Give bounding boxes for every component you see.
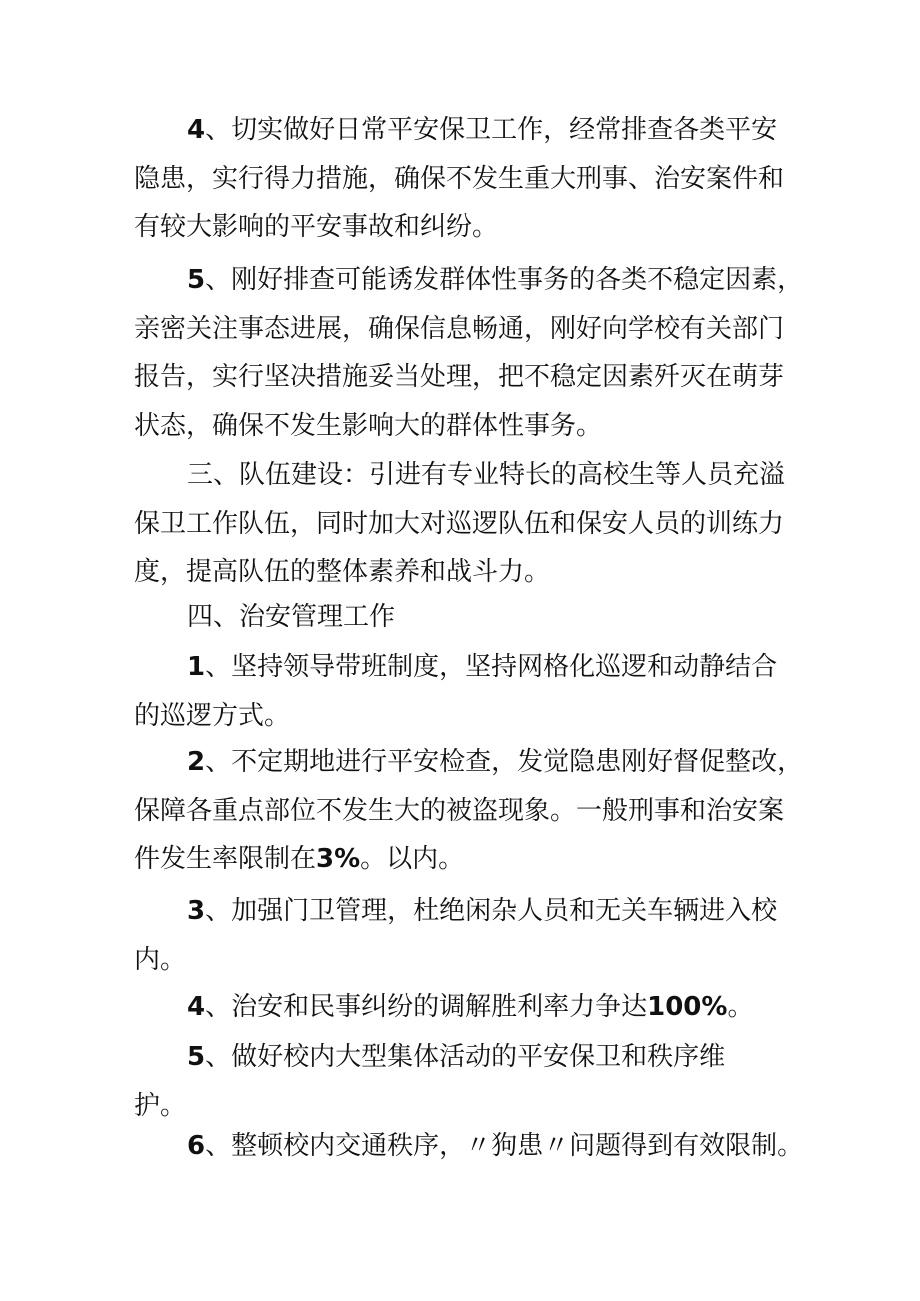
line-text: 有较大影响的平安事故和纠纷。 (134, 212, 499, 242)
line-text: 、坚持领导带班制度，坚持网格化巡逻和动静结合 (205, 652, 778, 682)
text-line (134, 402, 794, 451)
text-line (134, 692, 794, 741)
line-text: 、加强门卫管理，杜绝闲杂人员和无关车辆进入校 (205, 896, 778, 926)
text-line (134, 305, 794, 354)
paragraph-item5-unrest (134, 256, 804, 450)
line-text: 内。 (134, 944, 187, 975)
paragraph-s4-item5 (134, 1033, 794, 1130)
text-line (134, 548, 794, 597)
text-line (134, 593, 794, 642)
line-text: 度，提高队伍的整体素养和战斗力。 (134, 557, 551, 587)
line-text: 、做好校内大型集体活动的平安保卫和秩序维 (205, 1042, 726, 1072)
item-number: 5 (187, 1042, 206, 1072)
text-line (134, 983, 794, 1032)
percentage-value: 3% (316, 844, 361, 874)
line-text-tail: 。 (727, 992, 754, 1022)
text-line (134, 936, 794, 985)
text-line (134, 643, 794, 692)
line-text: 、切实做好日常平安保卫工作，经常排查各类平安 (205, 115, 778, 145)
text-line (134, 500, 794, 549)
text-line (134, 106, 794, 155)
text-line (134, 203, 794, 252)
line-text: 状态，确保不发生影响大的群体性事务。 (134, 410, 603, 441)
line-text: 隐患，实行得力措施，确保不发生重大刑事、治安案件和 (134, 163, 785, 194)
text-line (134, 155, 794, 204)
line-text: 护。 (134, 1090, 187, 1121)
item-number: 5 (187, 265, 206, 295)
item-number: 4 (187, 992, 206, 1022)
paragraph-s4-item6 (134, 1122, 804, 1171)
percentage-value: 100% (647, 992, 728, 1022)
text-line (134, 1033, 794, 1082)
line-text: 的巡逻方式。 (134, 700, 291, 731)
line-text: 亲密关注事态进展，确保信息畅通，刚好向学校有关部门 (134, 313, 785, 344)
text-line (134, 787, 794, 836)
line-text: 三、队伍建设：引进有专业特长的高校生等人员充溢 (187, 460, 786, 490)
text-line (134, 738, 804, 787)
paragraph-s4-item4 (134, 983, 794, 1032)
text-line (134, 1122, 804, 1171)
line-text: 四、治安管理工作 (187, 602, 396, 632)
paragraph-item4-safety (134, 106, 794, 252)
line-text: 报告，实行坚决措施妥当处理，把不稳定因素歼灭在萌芽 (134, 362, 785, 392)
paragraph-section3 (134, 451, 794, 597)
section-heading-section4-heading (134, 593, 794, 642)
item-number: 1 (187, 652, 206, 682)
text-line (134, 256, 804, 305)
text-line (134, 451, 794, 500)
text-line (134, 835, 794, 884)
paragraph-s4-item1 (134, 643, 794, 740)
item-number: 6 (187, 1131, 206, 1161)
line-text: 件发生率限制在 (134, 844, 317, 874)
paragraph-s4-item3 (134, 887, 794, 984)
line-text-tail: 。以内。 (360, 844, 465, 874)
item-number: 3 (187, 896, 206, 926)
item-number: 2 (187, 747, 206, 777)
line-text: 、不定期地进行平安检查，发觉隐患刚好督促整改， (205, 747, 804, 777)
line-text: 保卫工作队伍，同时加大对巡逻队伍和保安人员的训练力 (134, 508, 785, 539)
paragraph-s4-item2 (134, 738, 804, 884)
text-line (134, 887, 794, 936)
item-number: 4 (187, 115, 206, 145)
line-text: 、治安和民事纠纷的调解胜利率力争达 (205, 992, 648, 1022)
line-text: 保障各重点部位不发生大的被盗现象。一般刑事和治安案 (134, 795, 785, 826)
line-text: 、整顿校内交通秩序，〃狗患〃问题得到有效限制。 (205, 1131, 804, 1161)
text-line (134, 353, 794, 402)
line-text: 、刚好排查可能诱发群体性事务的各类不稳定因素， (205, 265, 804, 295)
